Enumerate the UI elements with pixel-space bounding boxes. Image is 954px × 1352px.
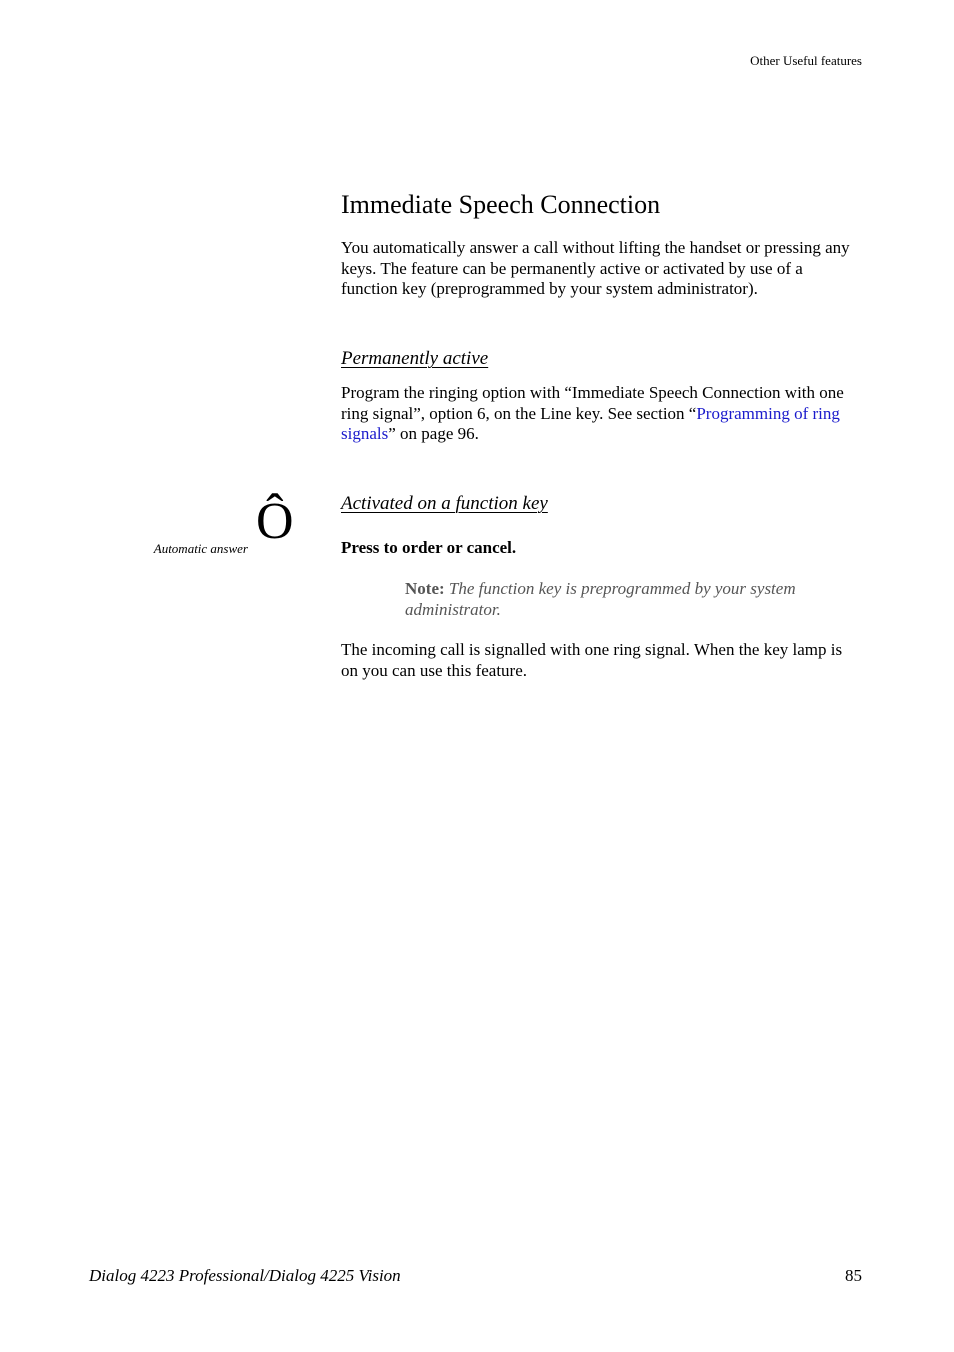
permanently-active-text-after: ” on page 96.: [388, 424, 479, 443]
intro-paragraph: You automatically answer a call without lifting the handset or pressing any keys. The feature can be permanently active or activated by use of a function key (preprogrammed by your system administrator).: [341, 238, 850, 298]
footer-title: Dialog 4223 Professional/Dialog 4225 Vision: [89, 1266, 401, 1285]
function-key-description: The incoming call is signalled with one ring signal. When the key lamp is on you can use this feature.: [341, 640, 843, 680]
running-header: Other Useful features: [750, 53, 862, 68]
note-label: Note:: [405, 579, 445, 598]
permanently-active-heading: Permanently active: [341, 348, 489, 369]
programming-ring-signals-link[interactable]: Programming of ring signals: [341, 403, 840, 443]
page-title: Immediate Speech Connection: [341, 190, 661, 219]
permanently-active-text-before: Program the ringing option with “Immediate Speech Connection with one ring signal”, option 6, on the Line key. See section “: [341, 383, 844, 423]
page-number: 85: [845, 1266, 862, 1285]
note-text: The function key is preprogrammed by your system administrator.: [405, 579, 796, 619]
function-key-icon[interactable]: Ô: [256, 493, 294, 550]
permanently-active-paragraph: [341, 383, 863, 445]
note: [405, 578, 845, 620]
function-key-heading: Activated on a function key: [341, 493, 548, 514]
press-instruction: Press to order or cancel.: [341, 538, 517, 557]
automatic-answer-key-label: Automatic answer: [153, 541, 248, 556]
